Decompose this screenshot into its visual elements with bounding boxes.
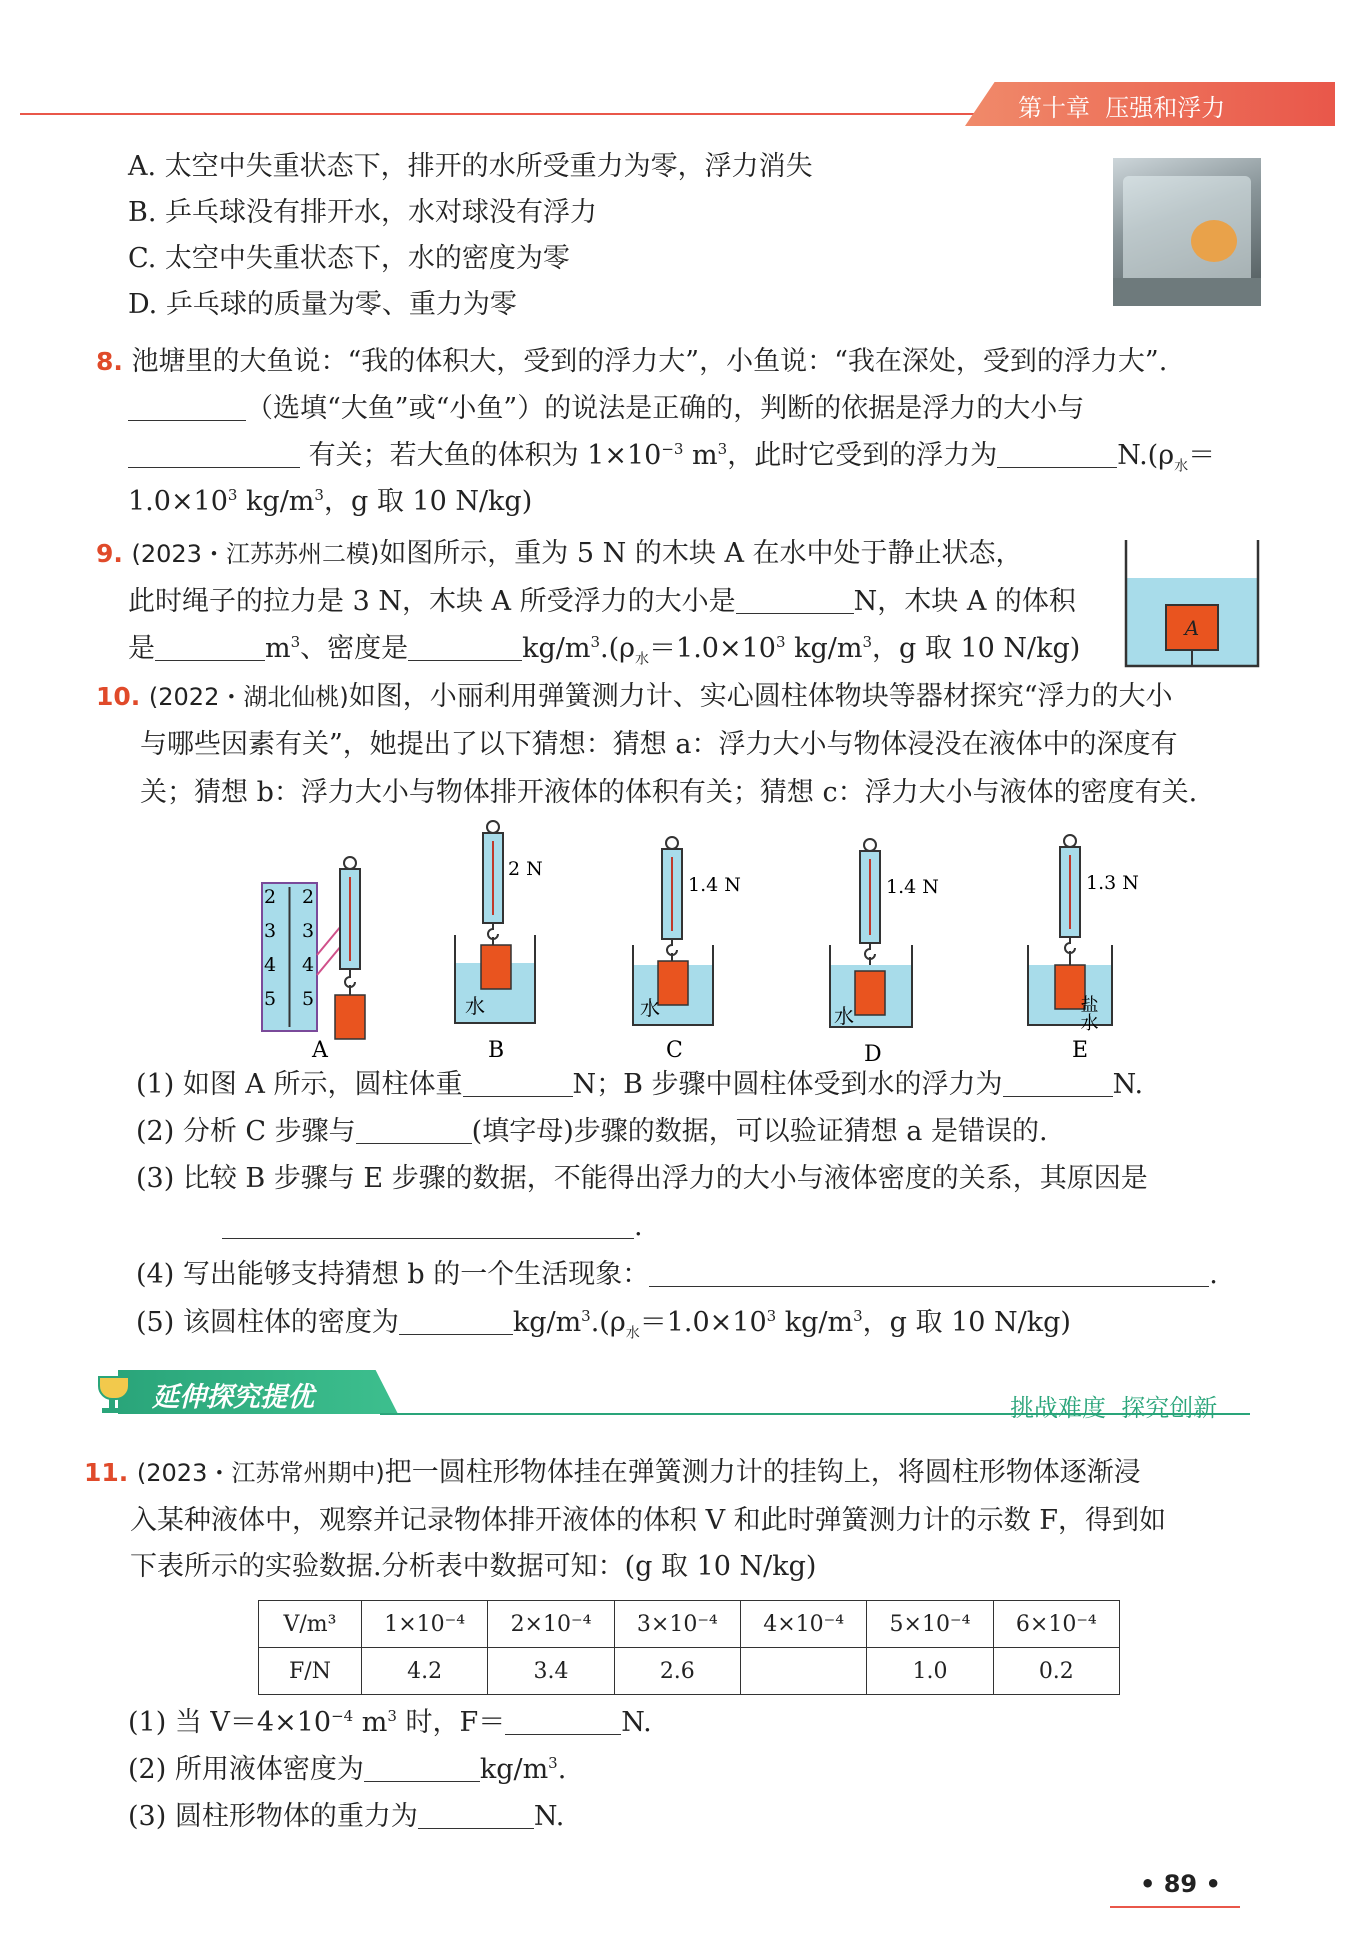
q8-blank1[interactable] bbox=[128, 394, 246, 421]
step-c-block bbox=[658, 961, 688, 1005]
svg-text:5: 5 bbox=[264, 988, 277, 1010]
table-cell: 4.2 bbox=[362, 1648, 488, 1695]
q9-line3: 是 $m^3$、密度是 $kg/m^3.(\rho_水=1.0\times 10^3$ $kg/m^3$，g 取 10 N/kg) bbox=[128, 633, 1081, 668]
q8-line4: $1.0\times 10^3$ $kg/m^3$，g 取 10 N/kg) bbox=[128, 486, 533, 517]
q10-blank3[interactable] bbox=[356, 1117, 472, 1144]
step-e-label: E bbox=[1072, 1038, 1089, 1063]
q9-line1: 9. (2023・江苏苏州二模)如图所示，重为 5 N 的木块 A 在水中处于静止状态， bbox=[96, 538, 1023, 569]
q10-sub2: (2) 分析 C 步骤与 (填字母)步骤的数据，可以验证猜想 a 是错误的. bbox=[136, 1116, 1048, 1147]
q9-number: 9. bbox=[96, 539, 123, 568]
table-header-f: F/N bbox=[259, 1648, 362, 1695]
q9-figure bbox=[1122, 540, 1262, 670]
q11-number: 11. bbox=[84, 1458, 129, 1487]
q10-blank6[interactable] bbox=[399, 1308, 513, 1335]
option-b: B. 乒乓球没有排开水，水对球没有浮力 bbox=[128, 197, 598, 228]
q10-figure bbox=[250, 815, 1139, 1075]
option-c: C. 太空中失重状态下，水的密度为零 bbox=[128, 243, 570, 274]
step-d-label: D bbox=[864, 1042, 882, 1067]
section-tagline: 挑战难度 探究创新 bbox=[1010, 1394, 1218, 1422]
q10-sub3-answer: . bbox=[222, 1210, 643, 1244]
q10-line3: 关；猜想 b：浮力大小与物体排开液体的体积有关；猜想 c：浮力大小与液体的密度有关. bbox=[140, 777, 1198, 808]
block-a-label: A bbox=[1184, 616, 1200, 640]
q10-source: (2022・湖北仙桃) bbox=[148, 683, 349, 711]
q10-sub4: (4) 写出能够支持猜想 b 的一个生活现象： . bbox=[136, 1259, 1218, 1290]
svg-text:2: 2 bbox=[264, 886, 277, 908]
scale-zoom bbox=[262, 883, 346, 1031]
step-c-reading: 1.4 N bbox=[688, 874, 741, 896]
option-d: D. 乒乓球的质量为零、重力为零 bbox=[128, 289, 517, 320]
q11-blank3[interactable] bbox=[418, 1802, 534, 1829]
svg-text:5: 5 bbox=[302, 988, 315, 1010]
step-b-meter bbox=[483, 821, 503, 945]
step-b-liquid: 水 bbox=[465, 994, 485, 1018]
table-row bbox=[259, 1601, 1120, 1648]
table-cell: 5×10⁻⁴ bbox=[867, 1601, 993, 1648]
page-number-rule bbox=[1110, 1906, 1240, 1908]
step-d-liquid: 水 bbox=[834, 1004, 854, 1028]
q11-line1: 11. (2023・江苏常州期中)把一圆柱形物体挂在弹簧测力计的挂钩上，将圆柱形物体逐渐浸 bbox=[84, 1457, 1141, 1488]
space-photo bbox=[1113, 158, 1261, 306]
option-a: A. 太空中失重状态下，排开的水所受重力为零，浮力消失 bbox=[128, 151, 813, 182]
trophy-icon bbox=[92, 1372, 132, 1416]
q11-blank2[interactable] bbox=[364, 1755, 480, 1782]
table-cell: 1.0 bbox=[867, 1648, 993, 1695]
step-c-liquid: 水 bbox=[640, 996, 660, 1020]
q10-blank4[interactable] bbox=[222, 1212, 634, 1239]
step-e-meter bbox=[1060, 835, 1080, 965]
q11-sub3: (3) 圆柱形物体的重力为 N. bbox=[128, 1801, 565, 1832]
q8-line2: （选填“大鱼”或“小鱼”）的说法是正确的，判断的依据是浮力的大小与 bbox=[128, 392, 1084, 426]
svg-text:4: 4 bbox=[264, 954, 277, 976]
step-a-label: A bbox=[312, 1038, 328, 1063]
q8-blank3[interactable] bbox=[997, 441, 1117, 468]
step-d-block bbox=[855, 971, 885, 1015]
q9-blank3[interactable] bbox=[408, 634, 522, 661]
svg-text:3: 3 bbox=[264, 920, 277, 942]
q9-blank2[interactable] bbox=[155, 634, 265, 661]
table-cell: 2×10⁻⁴ bbox=[488, 1601, 614, 1648]
q11-sub1: (1) 当 $V=4\times 10^{-4}$ $m^3$ 时，F＝ N. bbox=[128, 1707, 652, 1738]
step-e-reading: 1.3 N bbox=[1086, 872, 1139, 894]
q10-blank1[interactable] bbox=[463, 1070, 573, 1097]
page-number: • 89 • bbox=[1140, 1870, 1221, 1898]
step-c-meter bbox=[662, 837, 682, 961]
table-cell: 3.4 bbox=[488, 1648, 614, 1695]
chapter-title: 第十章 压强和浮力 bbox=[1018, 94, 1226, 122]
table-cell bbox=[740, 1648, 866, 1695]
q8-line3: 有关；若大鱼的体积为 $1\times 10^{-3}$ $m^3$，此时它受到的浮力为 $N.(\rho_水=$ bbox=[128, 439, 1215, 473]
q10-blank2[interactable] bbox=[1003, 1070, 1113, 1097]
table-header-v: V/m³ bbox=[259, 1601, 362, 1648]
step-c-label: C bbox=[666, 1038, 683, 1063]
q11-line2: 入某种液体中，观察并记录物体排开液体的体积 V 和此时弹簧测力计的示数 F，得到如 bbox=[130, 1505, 1166, 1536]
q10-number: 10. bbox=[96, 682, 141, 711]
q10-sub3: (3) 比较 B 步骤与 E 步骤的数据，不能得出浮力的大小与液体密度的关系，其原因是 bbox=[136, 1163, 1148, 1194]
step-b-reading: 2 N bbox=[508, 858, 543, 880]
q8-blank2[interactable] bbox=[128, 441, 300, 468]
step-d-meter bbox=[860, 839, 880, 971]
q10-blank5[interactable] bbox=[649, 1260, 1209, 1287]
table-cell: 4×10⁻⁴ bbox=[740, 1601, 866, 1648]
q10-line1: 10. (2022・湖北仙桃)如图，小丽利用弹簧测力计、实心圆柱体物块等器材探究“浮力的大小 bbox=[96, 681, 1173, 712]
section-title: 延伸探究提优 bbox=[152, 1382, 314, 1413]
q10-sub1: (1) 如图 A 所示，圆柱体重 N；B 步骤中圆柱体受到水的浮力为 N. bbox=[136, 1069, 1144, 1100]
table-cell: 2.6 bbox=[614, 1648, 740, 1695]
svg-text:3: 3 bbox=[302, 920, 315, 942]
svg-text:4: 4 bbox=[302, 954, 315, 976]
q9-blank1[interactable] bbox=[736, 587, 854, 614]
q11-source: (2023・江苏常州期中) bbox=[136, 1459, 385, 1487]
step-b-block bbox=[481, 945, 511, 989]
q11-sub2: (2) 所用液体密度为 $kg/m^3$. bbox=[128, 1754, 567, 1785]
q11-blank1[interactable] bbox=[505, 1708, 621, 1735]
step-e-liquid: 盐水 bbox=[1077, 995, 1099, 1031]
table-cell: 1×10⁻⁴ bbox=[362, 1601, 488, 1648]
q10-sub5: (5) 该圆柱体的密度为 $kg/m^3.(\rho_水=1.0\times 10^3$ $kg/m^3$，g 取 10 N/kg) bbox=[136, 1307, 1071, 1342]
q11-line3: 下表所示的实验数据.分析表中数据可知：(g 取 10 N/kg) bbox=[130, 1551, 817, 1582]
table-row bbox=[259, 1648, 1120, 1695]
step-d-reading: 1.4 N bbox=[886, 876, 939, 898]
q11-table bbox=[258, 1600, 1120, 1695]
step-b-label: B bbox=[488, 1038, 505, 1063]
step-a-meter bbox=[335, 857, 365, 1039]
q10-line2: 与哪些因素有关”，她提出了以下猜想：猜想 a：浮力大小与物体浸没在液体中的深度有 bbox=[140, 729, 1178, 760]
q8-line1: 8. 池塘里的大鱼说：“我的体积大，受到的浮力大”，小鱼说：“我在深处，受到的浮力大”. bbox=[96, 346, 1168, 377]
table-cell: 6×10⁻⁴ bbox=[993, 1601, 1119, 1648]
table-cell: 3×10⁻⁴ bbox=[614, 1601, 740, 1648]
table-cell: 0.2 bbox=[993, 1648, 1119, 1695]
q8-number: 8. bbox=[96, 347, 123, 376]
svg-text:2: 2 bbox=[302, 886, 315, 908]
q9-source: (2023・江苏苏州二模) bbox=[131, 540, 380, 568]
q9-line2: 此时绳子的拉力是 3 N，木块 A 所受浮力的大小是 N，木块 A 的体积 bbox=[128, 586, 1076, 617]
